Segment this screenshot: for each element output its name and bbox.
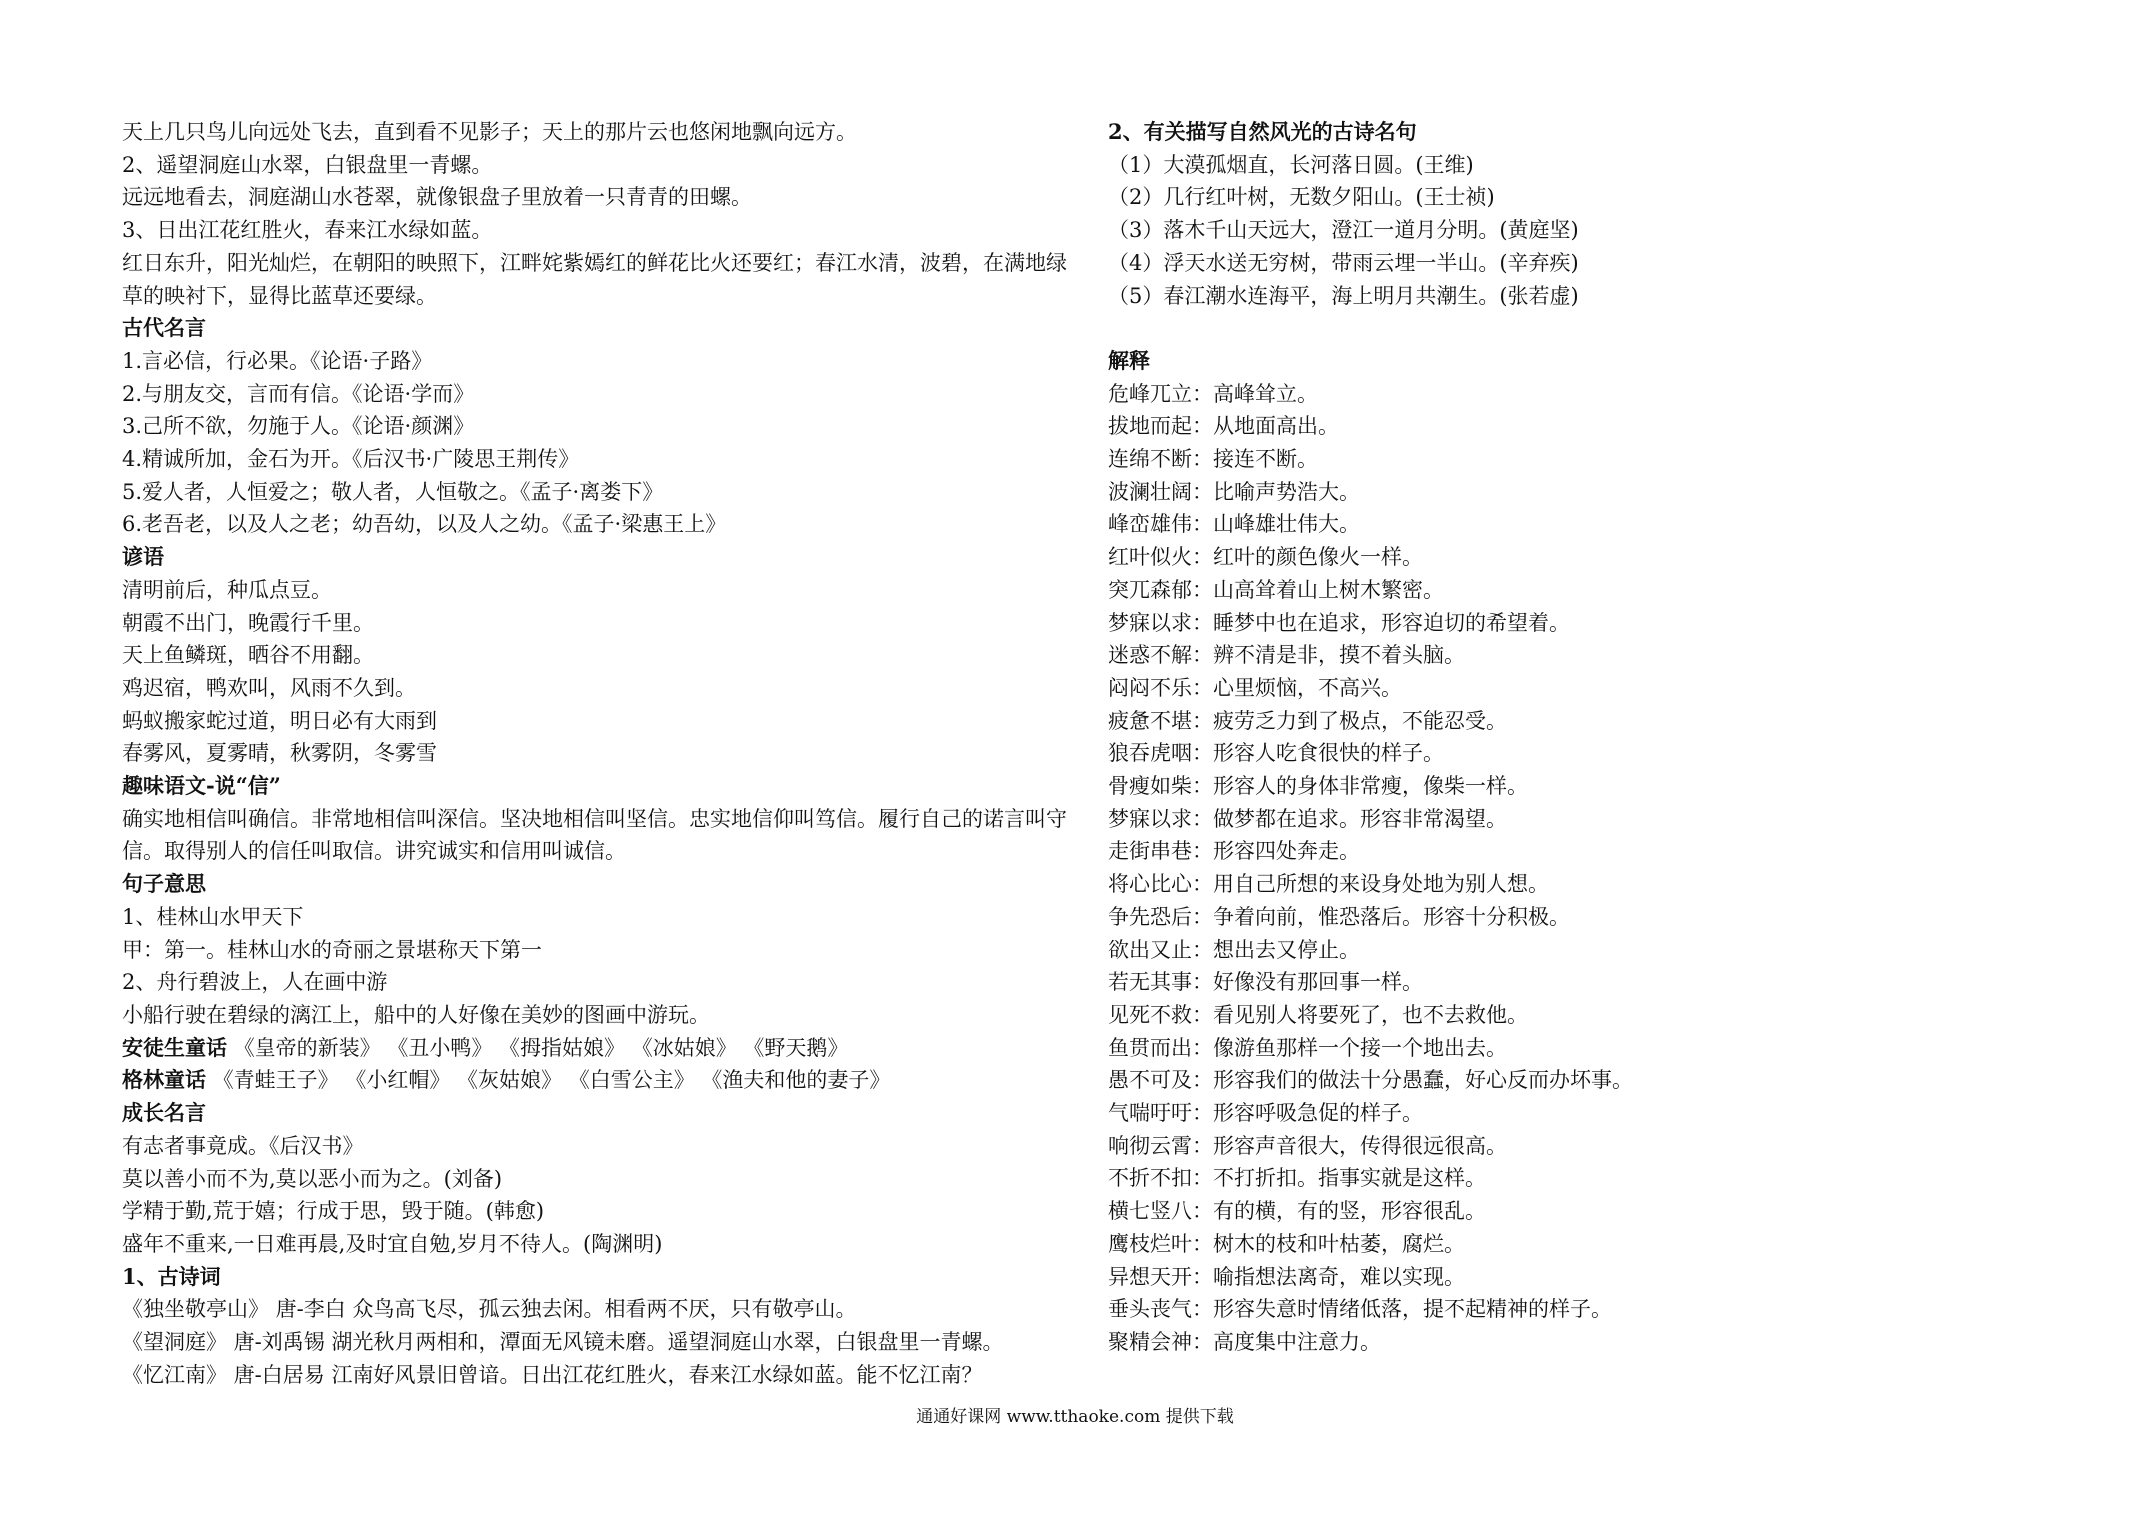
text-line: 《忆江南》 唐-白居易 江南好风景旧曾谙。日出江花红胜火，春来江水绿如蓝。能不忆江南？	[122, 1362, 983, 1387]
text-line: 3、日出江花红胜火，春来江水绿如蓝。	[122, 218, 493, 243]
text-line: 横七竖八：有的横，有的竖，形容很乱。	[1108, 1199, 1486, 1224]
text-line: 鱼贯而出：像游鱼那样一个接一个地出去。	[1108, 1035, 1507, 1060]
text-line: 朝霞不出门，晚霞行千里。	[122, 610, 374, 635]
text-line: 聚精会神：高度集中注意力。	[1108, 1330, 1381, 1354]
text-line: 天上几只鸟儿向远处飞去，直到看不见影子；天上的那片云也悠闲地飘向远方。	[122, 120, 857, 144]
text-line: 2、舟行碧波上，人在画中游	[122, 970, 388, 995]
text-line: 见死不救：看见别人将要死了，也不去救他。	[1108, 1002, 1528, 1027]
text-line: 天上鱼鳞斑，晒谷不用翻。	[122, 643, 374, 668]
text-line: 梦寐以求：做梦都在追求。形容非常渴望。	[1108, 806, 1507, 831]
text-line: （5）春江潮水连海平，海上明月共潮生。(张若虚)	[1108, 283, 1579, 308]
section-heading-growth-sayings: 成长名言	[122, 1100, 206, 1126]
text-line: 小船行驶在碧绿的漓江上，船中的人好像在美妙的图画中游玩。	[122, 1002, 710, 1027]
text-line: 欲出又止：想出去又停止。	[1108, 937, 1360, 962]
text-line: 若无其事：好像没有那回事一样。	[1108, 970, 1423, 995]
text-line: 峰峦雄伟：山峰雄壮伟大。	[1108, 512, 1360, 537]
text-line: 波澜壮阔：比喻声势浩大。	[1108, 479, 1360, 504]
text-line: 狼吞虎咽：形容人吃食很快的样子。	[1108, 741, 1444, 766]
text-line: 鸡迟宿，鸭欢叫，风雨不久到。	[122, 675, 416, 700]
text-line: 愚不可及：形容我们的做法十分愚蠢，好心反而办坏事。	[1108, 1068, 1633, 1093]
text-line: 争先恐后：争着向前，惟恐落后。形容十分积极。	[1108, 904, 1570, 929]
page-footer: 通通好课网 www.tthaoke.com 提供下载	[916, 1407, 1234, 1427]
text-line: 闷闷不乐：心里烦恼，不高兴。	[1108, 675, 1402, 700]
grimm-line	[122, 1064, 1082, 1097]
blank-line	[1108, 312, 2108, 345]
text-line: 疲惫不堪：疲劳乏力到了极点，不能忍受。	[1108, 708, 1507, 733]
grimm-titles: 《青蛙王子》 《小红帽》 《灰姑娘》 《白雪公主》 《渔夫和他的妻子》	[212, 1068, 891, 1093]
text-line: 红叶似火：红叶的颜色像火一样。	[1108, 545, 1423, 570]
text-line: （2）几行红叶树，无数夕阳山。(王士祯)	[1108, 185, 1495, 210]
text-paragraph: 确实地相信叫确信。非常地相信叫深信。坚决地相信叫坚信。忠实地信仰叫笃信。履行自己的诺言叫守信。取得别人的信任叫取信。讲究诚实和信用叫诚信。	[122, 806, 1067, 864]
text-line: 有志者事竟成。《后汉书》	[122, 1133, 364, 1158]
andersen-heading: 安徒生童话	[122, 1034, 227, 1060]
text-line: 梦寐以求：睡梦中也在追求，形容迫切的希望着。	[1108, 610, 1570, 635]
right-column	[1108, 116, 2108, 1359]
text-line: 莫以善小而不为,莫以恶小而为之。(刘备)	[122, 1166, 503, 1191]
text-line: 不折不扣：不打折扣。指事实就是这样。	[1108, 1166, 1486, 1191]
text-line: 将心比心：用自己所想的来设身处地为别人想。	[1108, 872, 1549, 897]
text-line: 甲：第一。桂林山水的奇丽之景堪称天下第一	[122, 937, 542, 962]
andersen-line	[122, 1032, 1082, 1065]
text-line: 清明前后，种瓜点豆。	[122, 577, 332, 602]
text-line: 突兀森郁：山高耸着山上树木繁密。	[1108, 577, 1444, 602]
text-line: 5.爱人者，人恒爱之；敬人者，人恒敬之。《孟子·离娄下》	[122, 479, 664, 504]
text-line: 3.己所不欲，勿施于人。《论语·颜渊》	[122, 414, 475, 439]
text-line: 连绵不断：接连不断。	[1108, 447, 1318, 472]
section-heading-proverbs: 谚语	[122, 544, 164, 570]
text-line: 6.老吾老，以及人之老；幼吾幼，以及人之幼。《孟子·梁惠王上》	[122, 512, 727, 537]
andersen-titles: 《皇帝的新装》 《丑小鸭》 《拇指姑娘》 《冰姑娘》 《野天鹅》	[233, 1035, 849, 1060]
section-heading-ancient-poems: 1、古诗词	[122, 1263, 221, 1289]
text-line: 异想天开：喻指想法离奇，难以实现。	[1108, 1264, 1465, 1289]
text-line: 1、桂林山水甲天下	[122, 904, 304, 929]
text-paragraph: 红日东升，阳光灿烂，在朝阳的映照下，江畔姹紫嫣红的鲜花比火还要红；春江水清，波碧，在满地绿草的映衬下，显得比蓝草还要绿。	[122, 250, 1067, 308]
text-line: 2、遥望洞庭山水翠，白银盘里一青螺。	[122, 152, 493, 177]
text-line: 危峰兀立：高峰耸立。	[1108, 381, 1318, 406]
text-line: 春雾风，夏雾晴，秋雾阴，冬雾雪	[122, 741, 437, 766]
text-line: 走街串巷：形容四处奔走。	[1108, 839, 1360, 864]
text-line: 1.言必信，行必果。《论语·子路》	[122, 348, 433, 373]
text-line: （3）落木千山天远大，澄江一道月分明。(黄庭坚)	[1108, 218, 1579, 243]
text-line: 蚂蚁搬家蛇过道，明日必有大雨到	[122, 708, 437, 733]
text-line: 《望洞庭》 唐-刘禹锡 湖光秋月两相和，潭面无风镜未磨。遥望洞庭山水翠，白银盘里一青螺。	[122, 1330, 1004, 1355]
section-heading-fun-chinese: 趣味语文-说“信”	[122, 773, 281, 799]
text-line: 垂头丧气：形容失意时情绪低落，提不起精神的样子。	[1108, 1297, 1612, 1322]
section-heading-ancient-sayings: 古代名言	[122, 315, 206, 341]
grimm-heading: 格林童话	[122, 1067, 206, 1093]
text-line: 4.精诚所加，金石为开。《后汉书·广陵思王荆传》	[122, 447, 580, 472]
section-heading-nature-poems: 2、有关描写自然风光的古诗名句	[1108, 119, 1417, 144]
text-line: 骨瘦如柴：形容人的身体非常瘦，像柴一样。	[1108, 774, 1528, 799]
text-line: （4）浮天水送无穷树，带雨云埋一半山。(辛弃疾)	[1108, 250, 1579, 275]
text-line: 鹰枝烂叶：树木的枝和叶枯萎，腐烂。	[1108, 1231, 1465, 1256]
left-column	[122, 116, 1082, 1391]
text-line: 拔地而起：从地面高出。	[1108, 414, 1339, 439]
section-heading-sentence-meaning: 句子意思	[122, 871, 206, 897]
text-line: 响彻云霄：形容声音很大，传得很远很高。	[1108, 1133, 1507, 1158]
text-line: 2.与朋友交，言而有信。《论语·学而》	[122, 381, 475, 406]
text-line: 盛年不重来,一日难再晨,及时宜自勉,岁月不待人。(陶渊明)	[122, 1231, 663, 1256]
text-line: 迷惑不解：辨不清是非，摸不着头脑。	[1108, 643, 1465, 668]
text-line: 学精于勤,荒于嬉；行成于思，毁于随。(韩愈)	[122, 1199, 545, 1224]
text-line: （1）大漠孤烟直，长河落日圆。(王维)	[1108, 152, 1474, 177]
section-heading-explanations: 解释	[1108, 347, 1150, 373]
text-line: 《独坐敬亭山》 唐-李白 众鸟高飞尽，孤云独去闲。相看两不厌，只有敬亭山。	[122, 1297, 857, 1322]
text-line: 远远地看去，洞庭湖山水苍翠，就像银盘子里放着一只青青的田螺。	[122, 185, 752, 210]
text-line: 气喘吁吁：形容呼吸急促的样子。	[1108, 1101, 1423, 1126]
